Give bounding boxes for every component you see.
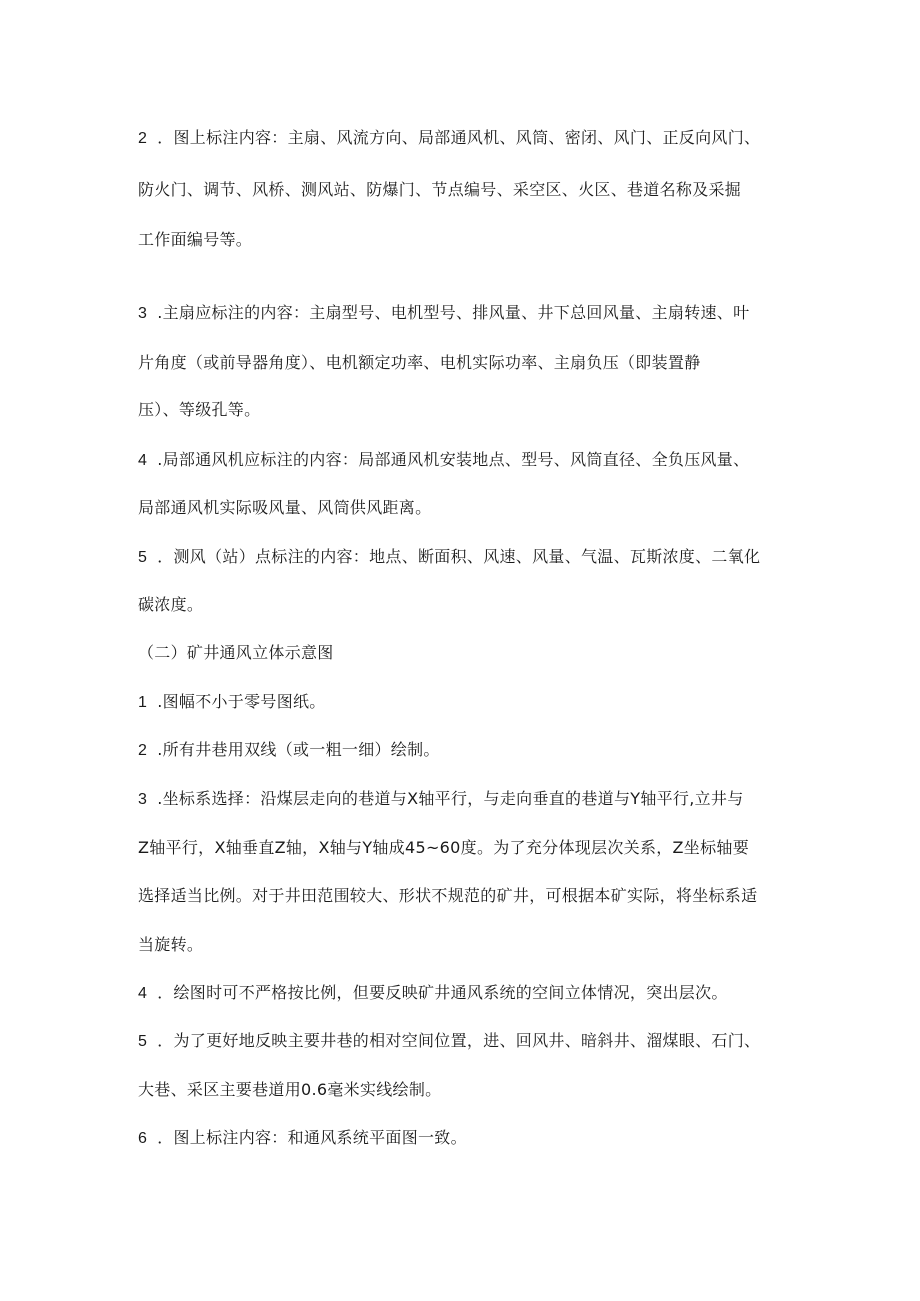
item-number: 1 bbox=[138, 694, 148, 711]
line-text: .局部通风机应标注的内容：局部通风机安装地点、型号、风筒直径、全负压风量、 bbox=[157, 450, 750, 469]
line-text: （二）矿井通风立体示意图 bbox=[138, 643, 334, 662]
line-text: Z轴平行，X轴垂直Z轴，X轴与Y轴成45~60度。为了充分体现层次关系，Z坐标轴要 bbox=[138, 838, 750, 857]
item-number: 2 bbox=[138, 130, 148, 147]
line-text: 防火门、调节、风桥、测风站、防爆门、节点编号、采空区、火区、巷道名称及采掘 bbox=[138, 180, 742, 199]
item-number: 3 bbox=[138, 305, 148, 322]
item-number: 4 bbox=[138, 985, 148, 1002]
line-text: .坐标系选择：沿煤层走向的巷道与X轴平行，与走向垂直的巷道与Y轴平行,立井与 bbox=[157, 789, 744, 808]
line-text: ．为了更好地反映主要井巷的相对空间位置，进、回风井、暗斜井、溜煤眼、石门、 bbox=[157, 1031, 761, 1050]
line-text: ．图上标注内容：和通风系统平面图一致。 bbox=[157, 1128, 467, 1147]
paragraph-line bbox=[138, 230, 252, 250]
item-number: 5 bbox=[138, 549, 148, 566]
paragraph-line bbox=[138, 450, 749, 471]
paragraph-line bbox=[138, 983, 728, 1004]
line-text: 大巷、采区主要巷道用0.6毫米实线绘制。 bbox=[138, 1080, 442, 1099]
paragraph-line bbox=[138, 400, 260, 420]
paragraph-line bbox=[138, 1031, 760, 1052]
line-text: 局部通风机实际吸风量、风筒供风距离。 bbox=[138, 498, 432, 517]
paragraph-line bbox=[138, 838, 749, 858]
paragraph-line bbox=[138, 1080, 441, 1100]
paragraph-line bbox=[138, 353, 701, 373]
paragraph-line bbox=[138, 498, 431, 518]
line-text: 片角度（或前导器角度）、电机额定功率、电机实际功率、主扇负压（即装置静 bbox=[138, 353, 701, 372]
section-heading bbox=[138, 643, 334, 663]
paragraph-line bbox=[138, 128, 760, 149]
paragraph-line bbox=[138, 303, 749, 324]
item-number: 2 bbox=[138, 742, 148, 759]
item-number: 6 bbox=[138, 1130, 148, 1147]
line-text: 工作面编号等。 bbox=[138, 230, 253, 249]
paragraph-line bbox=[138, 740, 440, 761]
line-text: ．图上标注内容：主扇、风流方向、局部通风机、风筒、密闭、风门、正反向风门、 bbox=[157, 128, 761, 147]
line-text: .所有井巷用双线（或一粗一细）绘制。 bbox=[157, 740, 440, 759]
line-text: ．绘图时可不严格按比例，但要反映矿井通风系统的空间立体情况，突出层次。 bbox=[157, 983, 728, 1002]
line-text: ．测风（站）点标注的内容：地点、断面积、风速、风量、气温、瓦斯浓度、二氧化 bbox=[157, 547, 761, 566]
line-text: 当旋转。 bbox=[138, 935, 204, 954]
line-text: .图幅不小于零号图纸。 bbox=[157, 692, 326, 711]
line-text: 压）、等级孔等。 bbox=[138, 400, 261, 419]
paragraph-line bbox=[138, 180, 741, 200]
line-text: 选择适当比例。对于井田范围较大、形状不规范的矿井，可根据本矿实际，将坐标系适 bbox=[138, 886, 758, 905]
paragraph-line bbox=[138, 789, 744, 810]
paragraph-line bbox=[138, 886, 757, 906]
line-text: .主扇应标注的内容：主扇型号、电机型号、排风量、井下总回风量、主扇转速、叶 bbox=[157, 303, 750, 322]
paragraph-line bbox=[138, 547, 760, 568]
item-number: 5 bbox=[138, 1033, 148, 1050]
paragraph-line bbox=[138, 935, 203, 955]
item-number: 3 bbox=[138, 791, 148, 808]
line-text: 碳浓度。 bbox=[138, 595, 204, 614]
item-number: 4 bbox=[138, 452, 148, 469]
paragraph-line bbox=[138, 595, 203, 615]
paragraph-line bbox=[138, 692, 326, 713]
paragraph-line bbox=[138, 1128, 467, 1149]
